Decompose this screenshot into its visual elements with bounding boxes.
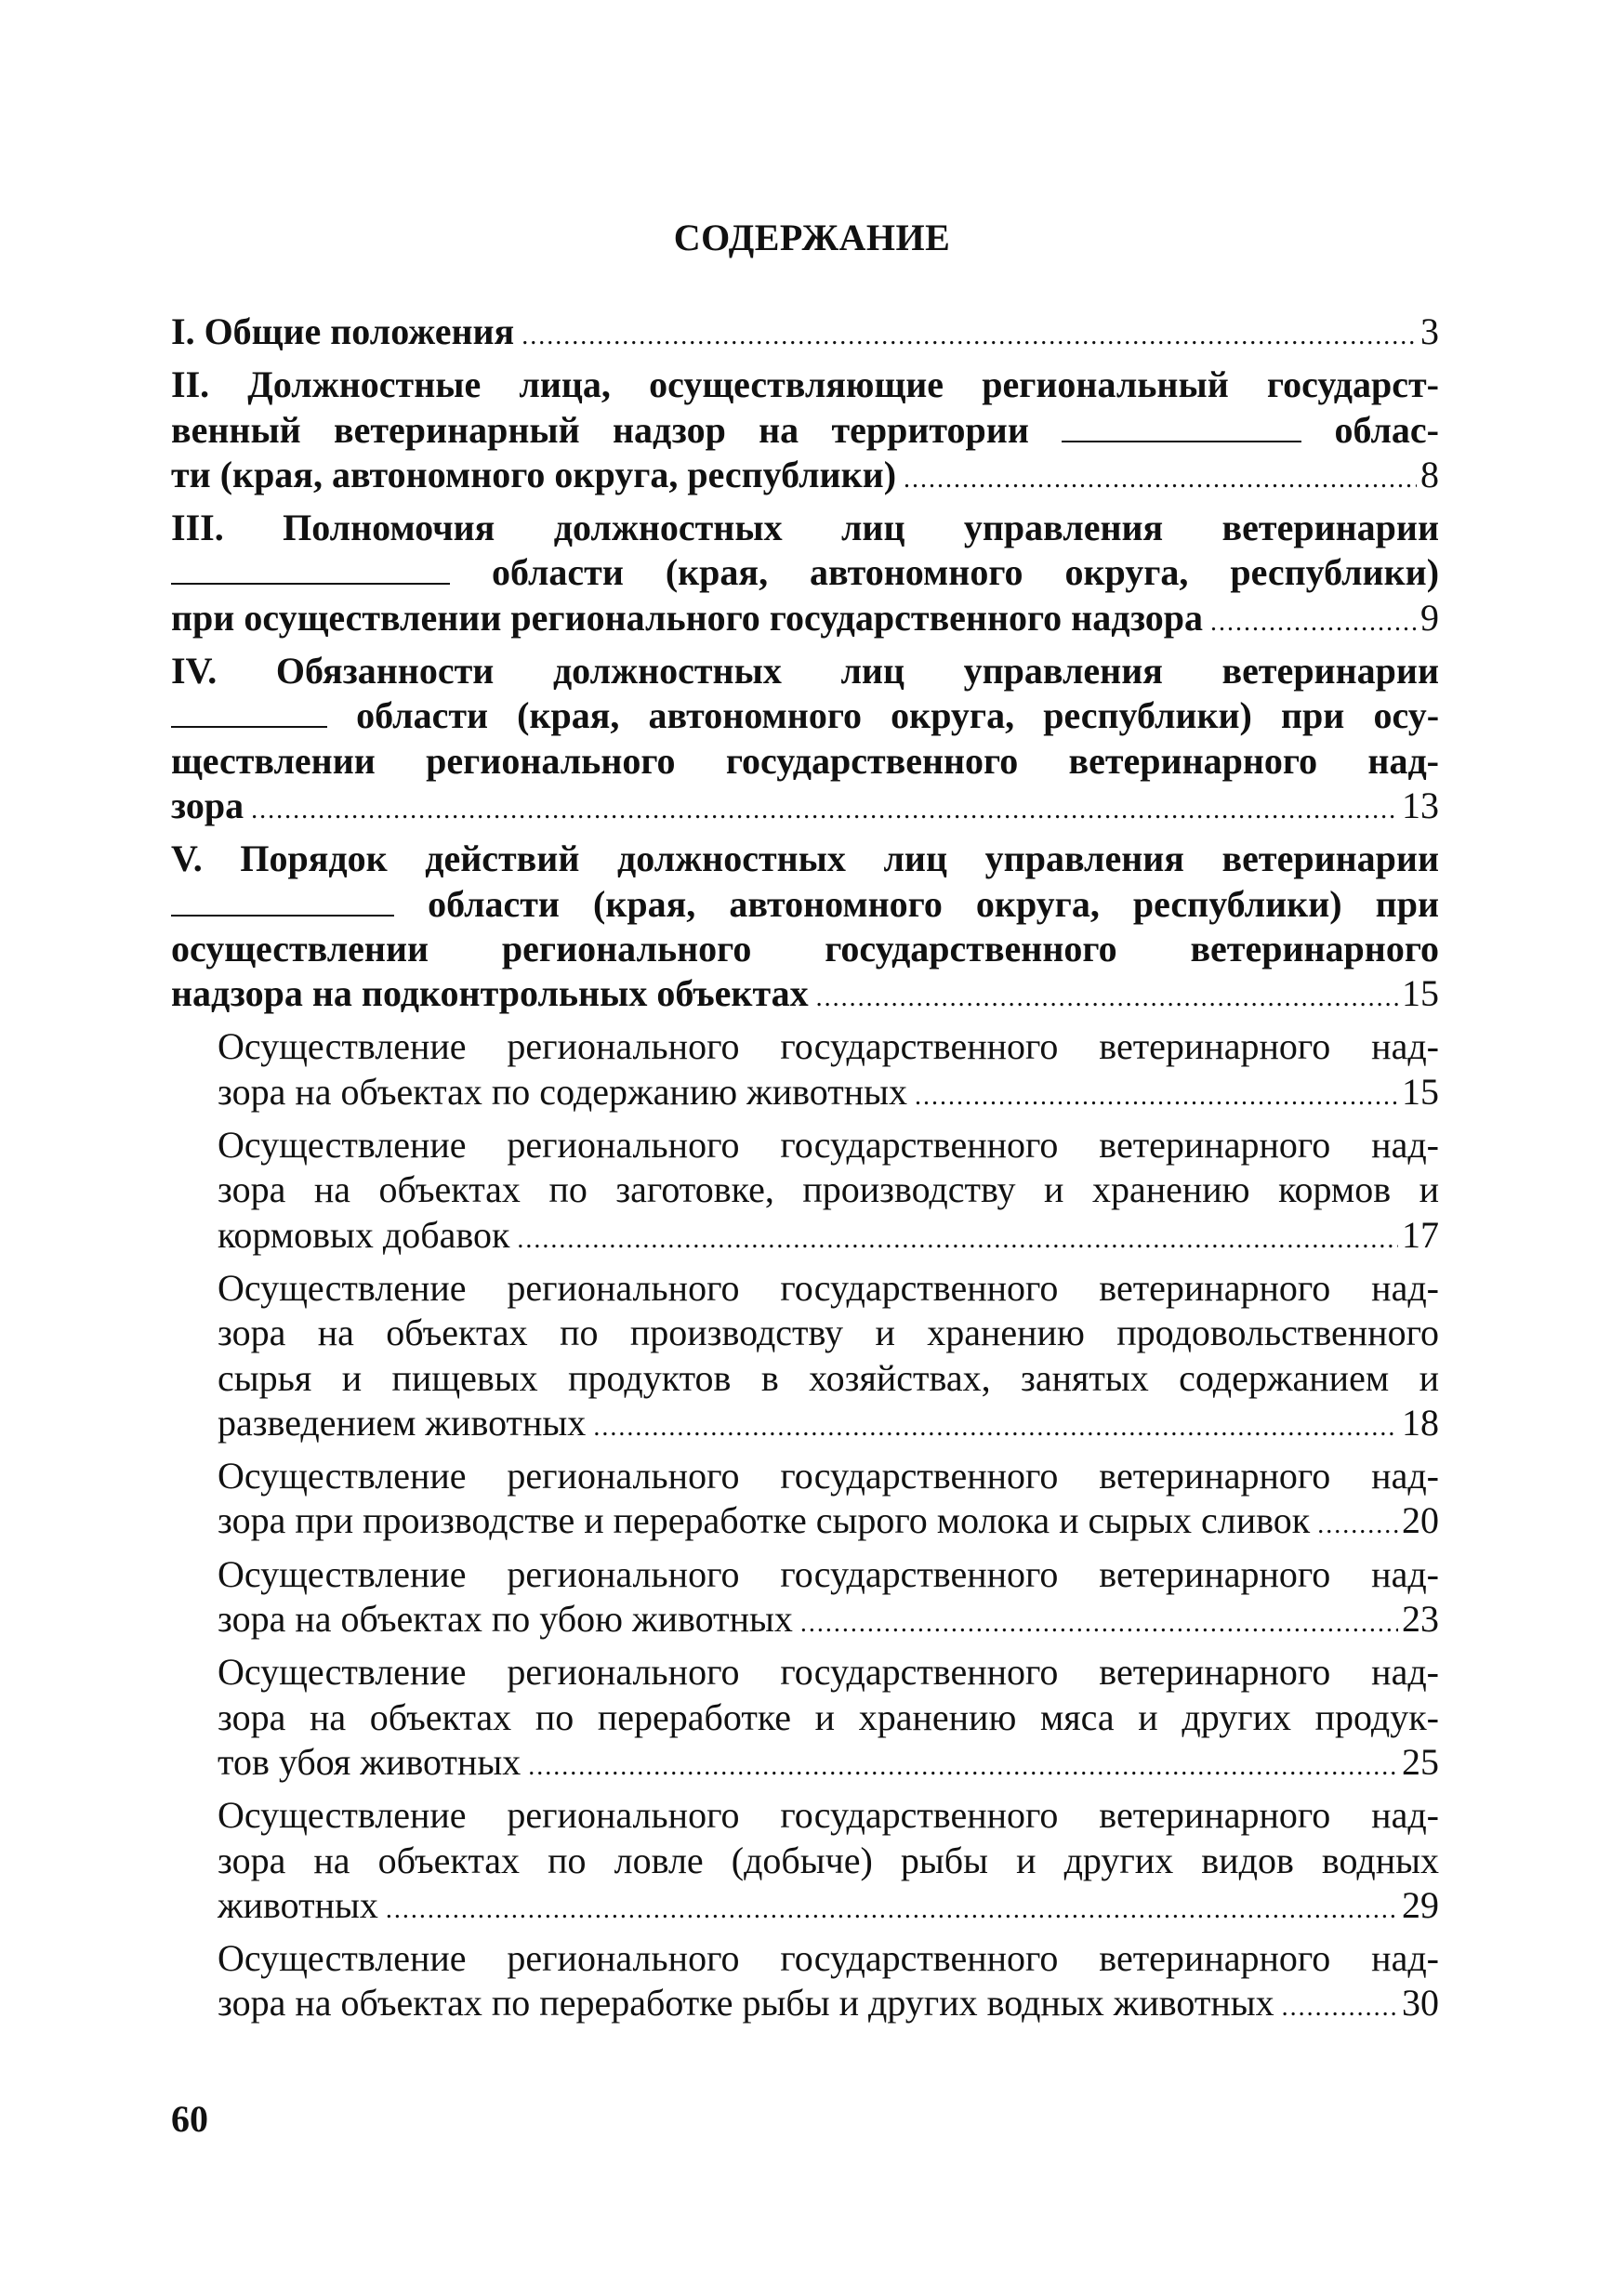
toc-subentry-fishing[interactable] [171,1793,1439,1932]
toc-page-number: 25 [1402,1740,1439,1783]
toc-entry-section-5[interactable] [171,837,1439,1021]
dot-leader [904,457,1417,502]
toc-entry-text: зора на объектах по заготовке, производству и хранению кормов и [218,1168,1439,1211]
toc-page-number: 17 [1402,1213,1439,1256]
toc-entry-text: Осуществление регионального государственного ветеринарного над- [218,1651,1439,1694]
dot-leader [528,1745,1398,1789]
dot-leader [915,1075,1398,1119]
toc-entry-text: кормовых добавок [218,1213,510,1256]
toc-entry-text: Осуществление регионального государственного ветеринарного над- [218,1266,1439,1309]
toc-subentry-animal-keeping[interactable] [171,1024,1439,1119]
toc-entry-text: облас- [1334,408,1440,451]
toc-page-number: 15 [1402,972,1439,1015]
toc-page-number: 13 [1402,784,1439,826]
toc-entry-text: III. Полномочия должностных лиц управления ветеринарии [171,507,1439,549]
toc-entry-text: венный ветеринарный надзор на территории [171,408,1029,451]
table-of-contents [171,310,1439,2035]
toc-entry-text: осуществлении регионального государственного ветеринарного [171,927,1439,969]
toc-page-number: 29 [1402,1883,1439,1926]
toc-subentry-feed[interactable] [171,1123,1439,1262]
toc-entry-text: зора на объектах по переработке и хранению мяса и других продук- [218,1695,1439,1738]
dot-leader [1282,1985,1398,2030]
toc-entry-text: Осуществление регионального государственного ветеринарного над- [218,1937,1439,1980]
toc-entry-text: Осуществление регионального государственного ветеринарного над- [218,1794,1439,1837]
toc-entry-section-4[interactable] [171,649,1439,833]
toc-entry-text: тов убоя животных [218,1740,522,1783]
toc-entry-text: V. Порядок действий должностных лиц управления ветеринарии [171,838,1439,880]
toc-subentry-raw-milk[interactable] [171,1454,1439,1549]
toc-entry-text: при осуществлении регионального государственного надзора [171,596,1204,639]
toc-entry-section-3[interactable] [171,506,1439,645]
toc-entry-text: IV. Обязанности должностных лиц управления ветеринарии [171,650,1439,692]
toc-entry-text: животных [218,1883,378,1926]
toc-page-number: 3 [1420,310,1439,352]
toc-entry-text: II. Должностные лица, осуществляющие региональный государст- [171,363,1439,406]
dot-leader [593,1405,1398,1450]
toc-page-number: 8 [1420,453,1439,495]
dot-leader [386,1888,1398,1932]
toc-entry-text: области (края, автономного округа, республики) при [428,882,1440,925]
toc-entry-text: области (края, автономного округа, республики) при осу- [356,694,1440,737]
toc-page-number: 15 [1402,1070,1439,1113]
toc-subentry-food-raw-materials[interactable] [171,1266,1439,1450]
toc-subentry-slaughter[interactable] [171,1552,1439,1647]
toc-entry-text: сырья и пищевых продуктов в хозяйствах, занятых содержанием и [218,1356,1439,1399]
toc-page-number: 9 [1420,596,1439,639]
toc-entry-text: зора на объектах по ловле (добыче) рыбы и других видов водных [218,1839,1439,1881]
dot-leader [251,788,1398,833]
toc-entry-text: ти (края, автономного округа, республики) [171,453,897,495]
dot-leader [1317,1503,1398,1548]
toc-entry-text: I. Общие положения [171,310,515,352]
fill-in-blank [171,887,394,917]
dot-leader [1210,600,1417,645]
toc-entry-text: Осуществление регионального государственного ветеринарного над- [218,1552,1439,1595]
fill-in-blank [1062,413,1301,442]
toc-entry-text: Осуществление регионального государственного ветеринарного над- [218,1455,1439,1497]
toc-page-number: 20 [1402,1499,1439,1542]
dot-leader [522,314,1417,359]
toc-entry-text: зора на объектах по содержанию животных [218,1070,907,1113]
toc-entry-text: области (края, автономного округа, республики) [491,551,1440,594]
toc-entry-section-2[interactable] [171,363,1439,502]
fill-in-blank [171,555,450,585]
toc-entry-text: ществлении регионального государственного ветеринарного над- [171,739,1439,782]
toc-entry-section-1[interactable] [171,310,1439,359]
page-title: СОДЕРЖАНИЕ [673,217,951,258]
toc-entry-text: разведением животных [218,1401,587,1444]
toc-page-number: 30 [1402,1982,1439,2025]
toc-entry-text: Осуществление регионального государственного ветеринарного над- [218,1124,1439,1167]
toc-entry-text: зора на объектах по производству и хранению продовольственного [218,1312,1439,1354]
toc-entry-text: зора на объектах по убою животных [218,1598,793,1641]
dot-leader [800,1602,1398,1646]
toc-page-number: 23 [1402,1598,1439,1641]
toc-entry-text: надзора на подконтрольных объектах [171,972,809,1015]
dot-leader [816,976,1398,1021]
toc-entry-text: зора при производстве и переработке сырого молока и сырых сливок [218,1499,1311,1542]
page-number: 60 [171,2098,208,2140]
toc-subentry-meat-processing[interactable] [171,1650,1439,1789]
toc-subentry-fish-processing[interactable] [171,1936,1439,2031]
toc-entry-text: Осуществление регионального государственного ветеринарного над- [218,1025,1439,1068]
dot-leader [517,1218,1398,1262]
toc-entry-text: зора [171,784,244,826]
fill-in-blank [171,698,327,728]
toc-entry-text: зора на объектах по переработке рыбы и других водных животных [218,1982,1274,2025]
toc-page-number: 18 [1402,1401,1439,1444]
